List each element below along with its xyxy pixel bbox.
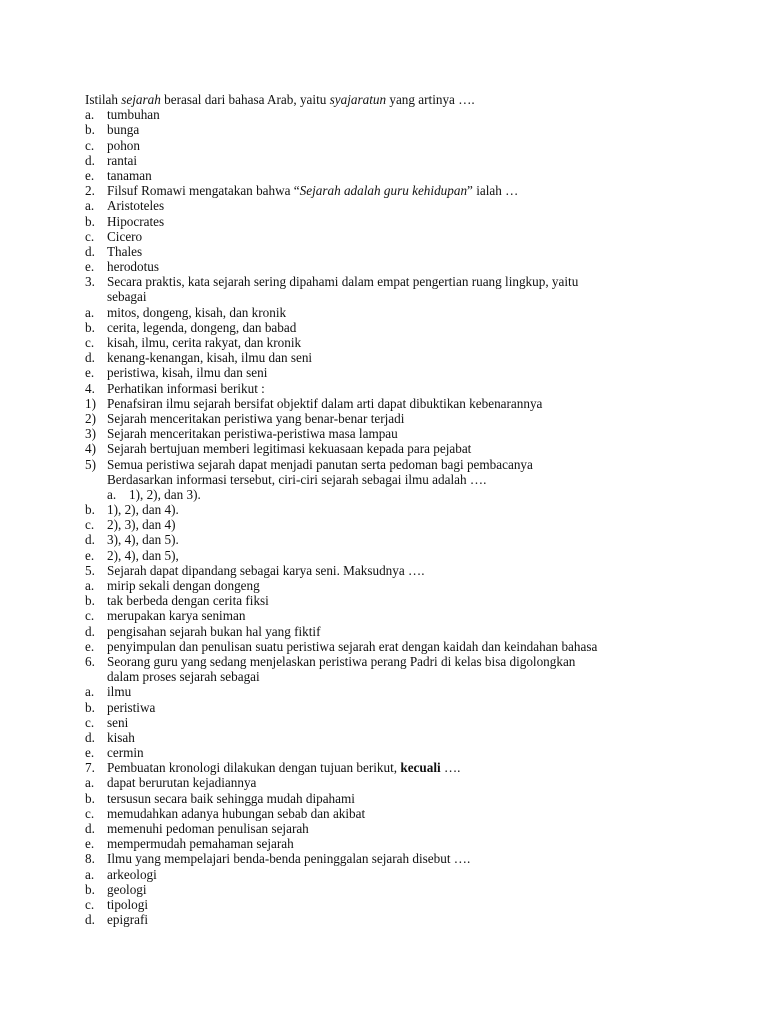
- option-row: d. memenuhi pedoman penulisan sejarah: [85, 821, 309, 836]
- option-row: d. pengisahan sejarah bukan hal yang fiktif: [85, 623, 321, 639]
- question-6-stem: 6. Seorang guru yang sedang menjelaskan peristiwa perang Padri di kelas bisa digolongkan: [85, 653, 576, 669]
- option-row: a. dapat berurutan kejadiannya: [85, 775, 257, 791]
- option-row: d. kenang-kenangan, kisah, ilmu dan seni: [85, 350, 313, 366]
- option-row: b. peristiwa: [85, 699, 156, 715]
- option-row: e. peristiwa, kisah, ilmu dan seni: [85, 365, 268, 381]
- option-row: b. Hipocrates: [85, 213, 165, 229]
- option-row: c. 2), 3), dan 4): [85, 517, 176, 533]
- option-row: c. memudahkan adanya hubungan sebab dan akibat: [85, 805, 366, 821]
- option-row: e. tanaman: [85, 167, 152, 183]
- option-row: c. merupakan karya seniman: [85, 608, 246, 624]
- question-3-stem-cont: sebagai: [107, 289, 147, 305]
- option-row: e. cermin: [85, 745, 144, 761]
- question-2-stem: 2. Filsuf Romawi mengatakan bahwa “Sejarah adalah guru kehidupan” ialah …: [85, 183, 519, 199]
- option-row: d. kisah: [85, 729, 135, 745]
- option-row: b. tak berbeda dengan cerita fiksi: [85, 593, 269, 609]
- option-row: a. mirip sekali dengan dongeng: [85, 578, 260, 593]
- option-row: e. mempermudah pemahaman sejarah: [85, 836, 294, 852]
- option-row: d. Thales: [85, 243, 143, 259]
- option-row: a. arkeologi: [85, 866, 157, 882]
- option-row: a. ilmu: [85, 684, 132, 700]
- option-row: a. Aristoteles: [85, 198, 165, 214]
- option-row: b. bunga: [85, 122, 140, 138]
- option-row: d. 3), 4), dan 5).: [85, 532, 179, 548]
- document-page: [85, 92, 685, 927]
- option-row: c. Cicero: [85, 228, 143, 244]
- option-row: a. 1), 2), dan 3).: [107, 486, 201, 502]
- option-row: d. rantai: [85, 152, 138, 168]
- option-row: c. tipologi: [85, 896, 149, 912]
- question-7-stem: 7. Pembuatan kronologi dilakukan dengan tujuan berikut, kecuali ….: [85, 760, 461, 776]
- question-4-stem: 4. Perhatikan informasi berikut :: [85, 380, 265, 396]
- question-6-stem-cont: dalam proses sejarah sebagai: [107, 669, 260, 685]
- question-1-stem: Istilah sejarah berasal dari bahasa Arab, yaitu syajaratun yang artinya ….: [85, 92, 475, 107]
- info-item: 5) Semua peristiwa sejarah dapat menjadi panutan serta pedoman bagi pembacanya: [85, 456, 533, 472]
- question-5-stem: 5. Sejarah dapat dipandang sebagai karya seni. Maksudnya ….: [85, 562, 425, 578]
- option-row: b. cerita, legenda, dongeng, dan babad: [85, 319, 297, 335]
- question-8-stem: 8. Ilmu yang mempelajari benda-benda peninggalan sejarah disebut ….: [85, 851, 471, 867]
- option-row: c. seni: [85, 714, 129, 730]
- option-row: a. tumbuhan: [85, 107, 160, 123]
- question-4-prompt: Berdasarkan informasi tersebut, ciri-ciri sejarah sebagai ilmu adalah ….: [107, 471, 487, 487]
- question-3-stem: 3. Secara praktis, kata sejarah sering dipahami dalam empat pengertian ruang lingkup, yaitu: [85, 274, 579, 290]
- option-row: d. epigrafi: [85, 912, 149, 928]
- option-row: e. 2), 4), dan 5),: [85, 547, 179, 563]
- option-row: c. pohon: [85, 137, 140, 153]
- option-row: e. penyimpulan dan penulisan suatu peristiwa sejarah erat dengan kaidah dan keindahan bahasa: [85, 638, 598, 654]
- option-row: e. herodotus: [85, 259, 160, 275]
- info-item: 2) Sejarah menceritakan peristiwa yang benar-benar terjadi: [85, 410, 405, 426]
- option-row: a. mitos, dongeng, kisah, dan kronik: [85, 304, 287, 320]
- info-item: 4) Sejarah bertujuan memberi legitimasi kekuasaan kepada para pejabat: [85, 441, 472, 457]
- option-row: b. tersusun secara baik sehingga mudah dipahami: [85, 790, 355, 806]
- info-item: 1) Penafsiran ilmu sejarah bersifat objektif dalam arti dapat dibuktikan kebenarannya: [85, 395, 543, 411]
- option-row: c. kisah, ilmu, cerita rakyat, dan kronik: [85, 335, 302, 350]
- info-item: 3) Sejarah menceritakan peristiwa-peristiwa masa lampau: [85, 426, 398, 442]
- option-row: b. geologi: [85, 881, 147, 897]
- option-row: b. 1), 2), dan 4).: [85, 502, 179, 518]
